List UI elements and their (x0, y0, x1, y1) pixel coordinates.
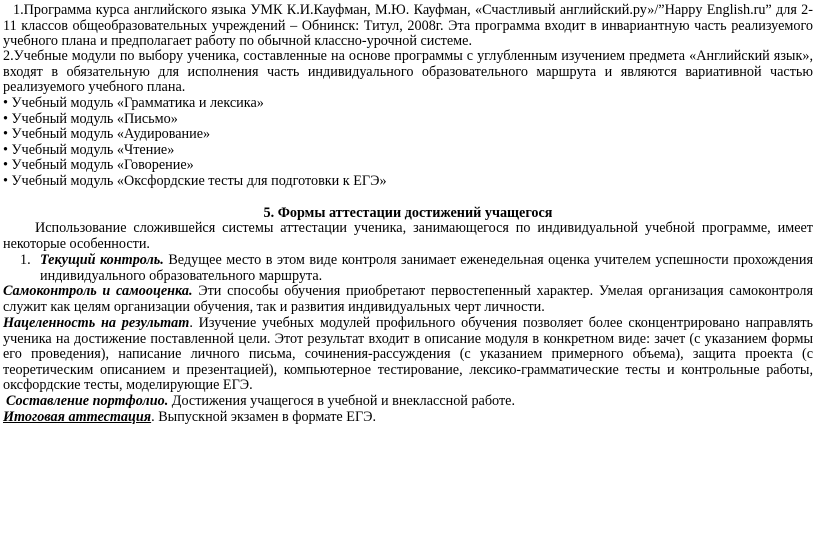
paragraph-portfolio (3, 394, 813, 410)
module-list-item: • Учебный модуль «Грамматика и лексика» (3, 95, 264, 111)
module-list-item: • Учебный модуль «Аудирование» (3, 126, 211, 142)
module-list-item: • Учебный модуль «Чтение» (3, 142, 175, 158)
numbered-item-current-control (0, 253, 816, 285)
term-portfolio: Составление портфолио. (6, 393, 169, 409)
term-self-control: Самоконтроль и самооценка. (3, 283, 193, 299)
paragraph-result (3, 316, 813, 394)
module-list-item: • Учебный модуль «Говорение» (3, 157, 194, 173)
paragraph-modules-intro: 2.Учебные модули по выбору ученика, составленные на основе программы с углубленным изучением предмета «Английский язык», входят в обязательную для исполнения часть индивидуального образовательного маршрута и являются вариативной частью реализуемого учебного плана. (3, 48, 813, 96)
paragraph-self-control (3, 284, 813, 315)
item-number: 1. (20, 252, 31, 268)
module-list-item: • Учебный модуль «Оксфордские тесты для подготовки к ЕГЭ» (3, 173, 387, 189)
term-final-attestation: Итоговая аттестация (3, 409, 152, 425)
term-result: Нацеленность на результат (3, 315, 190, 331)
result-text: . Изучение учебных модулей профильного обучения позволяет более сконцентрировано направлять ученика на достижение поставленной цели. Этот результат входит в описание модуля в конкретном виде: зачет (с указанием формы его проведения), написание личного письма, сочинения-рассуждения (с указанием примерного объема), защита проекта (с теоретическим описанием и презентацией), компьютерное тестирование, лексико-грамматические тесты и контрольные работы, оксфордские тесты, моделирующие ЕГЭ. (3, 315, 813, 394)
paragraph-program: 1.Программа курса английского языка УМК К.И.Кауфман, М.Ю. Кауфман, «Счастливый английский.ру»/”Happy English.ru” для 2-11 классов общеобразовательных учреждений – Обнинск: Титул, 2008г. Эта программа входит в инвариантную часть реализуемого учебного плана и предполагает работу по обычной классно-урочной системе. (3, 2, 813, 50)
paragraph-final (3, 410, 813, 426)
section-heading: 5. Формы аттестации достижений учащегося (263, 205, 553, 221)
paragraph-intro: Использование сложившейся системы аттестации ученика, занимающегося по индивидуальной учебной программе, имеет некоторые особенности. (3, 220, 813, 252)
module-list-item: • Учебный модуль «Письмо» (3, 111, 178, 127)
item-text (40, 253, 813, 284)
final-text: . Выпускной экзамен в формате ЕГЭ. (151, 409, 377, 425)
portfolio-text: Достижения учащегося в учебной и внеклассной работе. (168, 393, 516, 409)
term-current-control: Текущий контроль. (40, 252, 164, 268)
item-description: Ведущее место в этом виде контроля занимает еженедельная оценка учителем успешности прохождения индивидуального образовательного маршрута. (40, 252, 813, 284)
self-control-text: Эти способы обучения приобретают первостепенный характер. Умелая организация самоконтроля служит как целям организации обучения, так и развития индивидуальных черт личности. (3, 283, 813, 315)
